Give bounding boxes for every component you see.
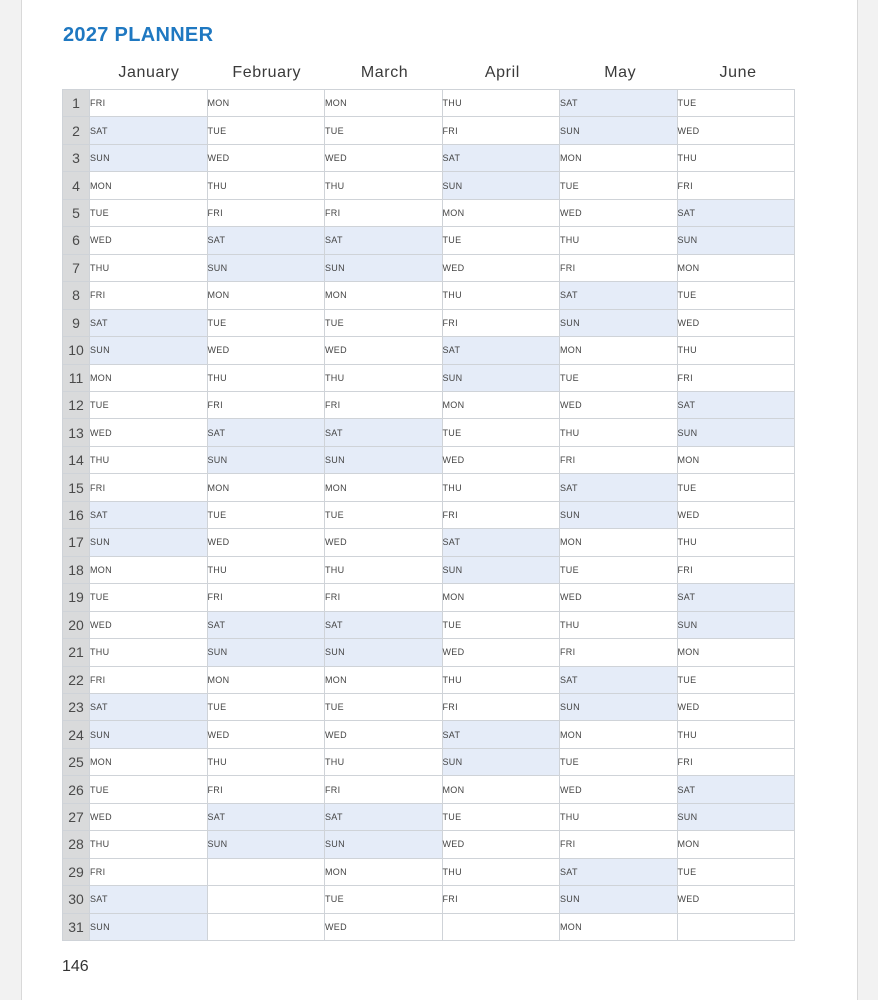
day-number: 14 xyxy=(63,446,90,473)
day-cell[interactable]: WED xyxy=(325,529,443,556)
day-cell[interactable]: SUN xyxy=(90,529,208,556)
day-cell[interactable]: FRI xyxy=(442,309,560,336)
day-cell[interactable]: FRI xyxy=(677,556,795,583)
day-cell[interactable]: TUE xyxy=(442,803,560,830)
planner-grid xyxy=(62,89,795,941)
day-row xyxy=(63,474,795,501)
day-cell[interactable]: MON xyxy=(677,831,795,858)
day-cell[interactable]: TUE xyxy=(442,227,560,254)
day-cell[interactable]: THU xyxy=(677,144,795,171)
day-cell[interactable]: TUE xyxy=(442,611,560,638)
day-row xyxy=(63,529,795,556)
planner-page xyxy=(21,0,858,1000)
day-cell[interactable]: WED xyxy=(442,254,560,281)
day-cell[interactable]: FRI xyxy=(442,501,560,528)
day-row xyxy=(63,721,795,748)
day-cell[interactable]: WED xyxy=(325,913,443,940)
day-cell[interactable]: TUE xyxy=(325,886,443,913)
day-row xyxy=(63,282,795,309)
day-cell[interactable]: THU xyxy=(442,666,560,693)
day-cell[interactable]: SAT xyxy=(677,391,795,418)
day-cell[interactable]: WED xyxy=(207,144,325,171)
day-row xyxy=(63,913,795,940)
day-cell[interactable]: THU xyxy=(207,364,325,391)
day-cell[interactable]: SAT xyxy=(677,584,795,611)
day-cell[interactable]: MON xyxy=(90,748,208,775)
day-cell[interactable]: SAT xyxy=(442,721,560,748)
day-row xyxy=(63,886,795,913)
day-cell[interactable]: FRI xyxy=(90,474,208,501)
day-cell[interactable]: FRI xyxy=(90,282,208,309)
day-cell[interactable]: FRI xyxy=(325,776,443,803)
day-cell[interactable]: SAT xyxy=(90,309,208,336)
day-cell[interactable]: SUN xyxy=(677,419,795,446)
day-row xyxy=(63,858,795,885)
day-cell[interactable]: SUN xyxy=(90,144,208,171)
month-header: January xyxy=(118,64,180,81)
day-cell[interactable]: SUN xyxy=(677,803,795,830)
day-number: 9 xyxy=(63,309,90,336)
day-number: 27 xyxy=(63,803,90,830)
month-header: June xyxy=(719,64,757,81)
day-cell[interactable]: SUN xyxy=(677,227,795,254)
day-cell[interactable]: FRI xyxy=(90,90,208,117)
day-cell[interactable]: MON xyxy=(442,776,560,803)
day-cell[interactable] xyxy=(442,913,560,940)
day-number: 26 xyxy=(63,776,90,803)
day-cell[interactable]: FRI xyxy=(207,391,325,418)
day-cell[interactable]: THU xyxy=(560,611,678,638)
day-cell[interactable]: WED xyxy=(325,337,443,364)
month-header: February xyxy=(232,64,302,81)
day-cell[interactable]: FRI xyxy=(442,693,560,720)
month-header: March xyxy=(360,64,409,81)
day-cell[interactable]: FRI xyxy=(325,391,443,418)
day-cell[interactable]: FRI xyxy=(325,199,443,226)
day-cell[interactable]: WED xyxy=(90,611,208,638)
day-cell[interactable]: SUN xyxy=(560,693,678,720)
day-cell[interactable]: SAT xyxy=(560,858,678,885)
day-number: 15 xyxy=(63,474,90,501)
day-row xyxy=(63,117,795,144)
day-cell[interactable]: MON xyxy=(325,666,443,693)
day-cell[interactable]: SUN xyxy=(442,172,560,199)
page-number: 146 xyxy=(62,958,89,975)
day-number: 5 xyxy=(63,199,90,226)
day-row xyxy=(63,364,795,391)
day-cell[interactable]: SAT xyxy=(677,776,795,803)
planner-grid-body xyxy=(63,90,795,941)
day-cell[interactable]: TUE xyxy=(325,693,443,720)
day-cell[interactable]: THU xyxy=(442,90,560,117)
day-number: 21 xyxy=(63,639,90,666)
day-cell[interactable]: THU xyxy=(207,556,325,583)
day-cell[interactable]: SUN xyxy=(325,254,443,281)
page-title: 2027 PLANNER xyxy=(63,24,214,46)
day-cell[interactable]: THU xyxy=(560,419,678,446)
day-cell[interactable]: WED xyxy=(560,391,678,418)
day-cell[interactable]: TUE xyxy=(677,474,795,501)
day-cell[interactable] xyxy=(207,913,325,940)
day-number: 31 xyxy=(63,913,90,940)
day-row xyxy=(63,748,795,775)
day-row xyxy=(63,611,795,638)
day-cell[interactable]: MON xyxy=(677,446,795,473)
day-cell[interactable]: THU xyxy=(325,556,443,583)
day-row xyxy=(63,391,795,418)
day-cell[interactable]: SAT xyxy=(207,803,325,830)
day-number: 10 xyxy=(63,337,90,364)
day-cell[interactable]: SUN xyxy=(90,337,208,364)
day-cell[interactable]: SAT xyxy=(560,90,678,117)
day-row xyxy=(63,90,795,117)
day-cell[interactable]: MON xyxy=(560,913,678,940)
day-cell[interactable]: FRI xyxy=(560,446,678,473)
day-cell[interactable]: MON xyxy=(207,90,325,117)
day-cell[interactable]: THU xyxy=(677,721,795,748)
day-cell[interactable]: MON xyxy=(560,337,678,364)
day-number: 28 xyxy=(63,831,90,858)
day-cell[interactable]: SAT xyxy=(325,611,443,638)
day-cell[interactable]: TUE xyxy=(677,858,795,885)
day-number: 23 xyxy=(63,693,90,720)
day-cell[interactable]: SAT xyxy=(207,419,325,446)
day-cell[interactable]: TUE xyxy=(90,584,208,611)
day-cell[interactable]: WED xyxy=(560,584,678,611)
day-cell[interactable] xyxy=(207,858,325,885)
day-cell[interactable]: WED xyxy=(442,831,560,858)
day-cell[interactable]: THU xyxy=(90,831,208,858)
day-cell[interactable]: SAT xyxy=(90,117,208,144)
day-cell[interactable]: TUE xyxy=(442,419,560,446)
day-cell[interactable]: THU xyxy=(90,254,208,281)
day-cell[interactable] xyxy=(677,913,795,940)
day-cell[interactable]: SUN xyxy=(442,556,560,583)
day-cell[interactable]: WED xyxy=(560,776,678,803)
day-number: 18 xyxy=(63,556,90,583)
day-cell[interactable]: SAT xyxy=(442,529,560,556)
day-cell[interactable]: TUE xyxy=(325,309,443,336)
day-cell[interactable]: TUE xyxy=(90,391,208,418)
day-cell[interactable]: TUE xyxy=(207,309,325,336)
day-number: 12 xyxy=(63,391,90,418)
day-cell[interactable]: WED xyxy=(442,446,560,473)
day-cell[interactable]: WED xyxy=(90,227,208,254)
day-cell[interactable]: SAT xyxy=(90,501,208,528)
day-cell[interactable]: THU xyxy=(325,172,443,199)
day-cell[interactable]: TUE xyxy=(560,172,678,199)
day-cell[interactable]: MON xyxy=(325,858,443,885)
day-cell[interactable]: THU xyxy=(90,446,208,473)
day-cell[interactable]: MON xyxy=(442,584,560,611)
day-cell[interactable]: SAT xyxy=(560,282,678,309)
day-cell[interactable]: MON xyxy=(677,639,795,666)
day-cell[interactable]: WED xyxy=(677,693,795,720)
day-cell[interactable]: MON xyxy=(325,474,443,501)
day-number: 25 xyxy=(63,748,90,775)
day-cell[interactable]: MON xyxy=(677,254,795,281)
day-cell[interactable]: THU xyxy=(442,282,560,309)
day-cell[interactable]: SAT xyxy=(90,886,208,913)
day-cell[interactable]: FRI xyxy=(90,858,208,885)
day-cell[interactable]: MON xyxy=(207,666,325,693)
day-cell[interactable]: FRI xyxy=(207,584,325,611)
day-cell[interactable]: WED xyxy=(677,886,795,913)
day-cell[interactable]: TUE xyxy=(560,556,678,583)
day-cell[interactable]: WED xyxy=(90,419,208,446)
day-cell[interactable]: MON xyxy=(90,172,208,199)
day-cell[interactable]: SUN xyxy=(560,886,678,913)
day-cell[interactable]: SUN xyxy=(442,364,560,391)
day-cell[interactable]: FRI xyxy=(442,886,560,913)
day-cell[interactable]: SAT xyxy=(677,199,795,226)
day-cell[interactable]: WED xyxy=(90,803,208,830)
day-number: 22 xyxy=(63,666,90,693)
day-cell[interactable]: THU xyxy=(325,364,443,391)
day-cell[interactable]: TUE xyxy=(560,364,678,391)
day-number: 3 xyxy=(63,144,90,171)
day-cell[interactable]: SUN xyxy=(560,117,678,144)
day-cell[interactable]: FRI xyxy=(207,199,325,226)
day-cell[interactable]: SAT xyxy=(207,611,325,638)
day-cell[interactable]: FRI xyxy=(207,776,325,803)
day-number: 4 xyxy=(63,172,90,199)
day-cell[interactable]: FRI xyxy=(677,364,795,391)
day-row xyxy=(63,309,795,336)
day-cell[interactable]: TUE xyxy=(207,501,325,528)
day-cell[interactable]: WED xyxy=(560,199,678,226)
day-cell[interactable]: WED xyxy=(325,721,443,748)
day-cell[interactable]: TUE xyxy=(90,776,208,803)
day-cell[interactable] xyxy=(207,886,325,913)
day-number: 8 xyxy=(63,282,90,309)
day-cell[interactable]: SUN xyxy=(207,254,325,281)
day-cell[interactable]: SUN xyxy=(325,639,443,666)
day-cell[interactable]: TUE xyxy=(677,282,795,309)
day-cell[interactable]: SAT xyxy=(560,474,678,501)
day-row xyxy=(63,584,795,611)
day-cell[interactable]: WED xyxy=(677,117,795,144)
day-row xyxy=(63,227,795,254)
day-cell[interactable]: FRI xyxy=(677,748,795,775)
day-row xyxy=(63,419,795,446)
day-cell[interactable]: THU xyxy=(207,748,325,775)
day-cell[interactable]: MON xyxy=(325,282,443,309)
day-cell[interactable]: THU xyxy=(325,748,443,775)
day-cell[interactable]: SAT xyxy=(90,693,208,720)
day-cell[interactable]: MON xyxy=(325,90,443,117)
day-row xyxy=(63,144,795,171)
month-header-row xyxy=(90,64,797,86)
day-number: 1 xyxy=(63,90,90,117)
day-cell[interactable]: FRI xyxy=(560,831,678,858)
day-cell[interactable]: SUN xyxy=(442,748,560,775)
day-row xyxy=(63,666,795,693)
day-cell[interactable]: FRI xyxy=(560,639,678,666)
day-cell[interactable]: SAT xyxy=(325,803,443,830)
day-cell[interactable]: SUN xyxy=(325,446,443,473)
day-cell[interactable]: WED xyxy=(442,639,560,666)
day-cell[interactable]: SAT xyxy=(207,227,325,254)
day-row xyxy=(63,337,795,364)
day-cell[interactable]: THU xyxy=(560,803,678,830)
day-cell[interactable]: THU xyxy=(442,474,560,501)
day-cell[interactable]: SUN xyxy=(325,831,443,858)
day-cell[interactable]: MON xyxy=(90,364,208,391)
day-cell[interactable]: TUE xyxy=(325,117,443,144)
day-cell[interactable]: WED xyxy=(325,144,443,171)
day-cell[interactable]: WED xyxy=(677,309,795,336)
day-cell[interactable]: THU xyxy=(90,639,208,666)
day-cell[interactable]: SUN xyxy=(90,913,208,940)
day-number: 29 xyxy=(63,858,90,885)
day-cell[interactable]: SUN xyxy=(560,501,678,528)
day-cell[interactable]: TUE xyxy=(325,501,443,528)
day-number: 20 xyxy=(63,611,90,638)
day-cell[interactable]: WED xyxy=(677,501,795,528)
day-cell[interactable]: TUE xyxy=(560,748,678,775)
day-row xyxy=(63,639,795,666)
day-number: 11 xyxy=(63,364,90,391)
day-cell[interactable]: SAT xyxy=(442,337,560,364)
day-row xyxy=(63,501,795,528)
day-cell[interactable]: TUE xyxy=(677,666,795,693)
day-cell[interactable]: SUN xyxy=(560,309,678,336)
day-cell[interactable]: TUE xyxy=(207,117,325,144)
day-cell[interactable]: SAT xyxy=(325,419,443,446)
day-row xyxy=(63,199,795,226)
day-cell[interactable]: WED xyxy=(207,721,325,748)
day-cell[interactable]: FRI xyxy=(90,666,208,693)
day-cell[interactable]: MON xyxy=(442,391,560,418)
day-cell[interactable]: MON xyxy=(560,144,678,171)
day-cell[interactable]: SUN xyxy=(207,831,325,858)
day-cell[interactable]: SUN xyxy=(207,639,325,666)
day-number: 30 xyxy=(63,886,90,913)
day-cell[interactable]: TUE xyxy=(677,90,795,117)
day-cell[interactable]: SAT xyxy=(442,144,560,171)
day-cell[interactable]: MON xyxy=(207,282,325,309)
day-cell[interactable]: THU xyxy=(560,227,678,254)
day-cell[interactable]: SUN xyxy=(90,721,208,748)
day-row xyxy=(63,776,795,803)
day-number: 2 xyxy=(63,117,90,144)
day-cell[interactable]: FRI xyxy=(560,254,678,281)
day-row xyxy=(63,556,795,583)
day-row xyxy=(63,693,795,720)
day-cell[interactable]: WED xyxy=(207,337,325,364)
month-header: April xyxy=(484,64,520,81)
day-cell[interactable]: THU xyxy=(207,172,325,199)
day-cell[interactable]: SUN xyxy=(677,611,795,638)
day-number: 17 xyxy=(63,529,90,556)
day-number: 7 xyxy=(63,254,90,281)
day-row xyxy=(63,254,795,281)
day-cell[interactable]: MON xyxy=(207,474,325,501)
day-cell[interactable]: WED xyxy=(207,529,325,556)
day-number: 16 xyxy=(63,501,90,528)
day-cell[interactable]: MON xyxy=(90,556,208,583)
day-number: 19 xyxy=(63,584,90,611)
day-cell[interactable]: MON xyxy=(560,721,678,748)
day-cell[interactable]: FRI xyxy=(325,584,443,611)
day-cell[interactable]: MON xyxy=(560,529,678,556)
day-number: 13 xyxy=(63,419,90,446)
day-row xyxy=(63,831,795,858)
day-cell[interactable]: THU xyxy=(442,858,560,885)
day-row xyxy=(63,803,795,830)
day-cell[interactable]: FRI xyxy=(677,172,795,199)
day-cell[interactable]: SAT xyxy=(560,666,678,693)
day-cell[interactable]: THU xyxy=(677,529,795,556)
day-row xyxy=(63,446,795,473)
day-cell[interactable]: TUE xyxy=(207,693,325,720)
day-row xyxy=(63,172,795,199)
day-cell[interactable]: TUE xyxy=(90,199,208,226)
day-cell[interactable]: THU xyxy=(677,337,795,364)
day-number: 6 xyxy=(63,227,90,254)
day-number: 24 xyxy=(63,721,90,748)
month-header: May xyxy=(604,64,637,81)
day-cell[interactable]: SUN xyxy=(207,446,325,473)
day-cell[interactable]: FRI xyxy=(442,117,560,144)
day-cell[interactable]: MON xyxy=(442,199,560,226)
day-cell[interactable]: SAT xyxy=(325,227,443,254)
